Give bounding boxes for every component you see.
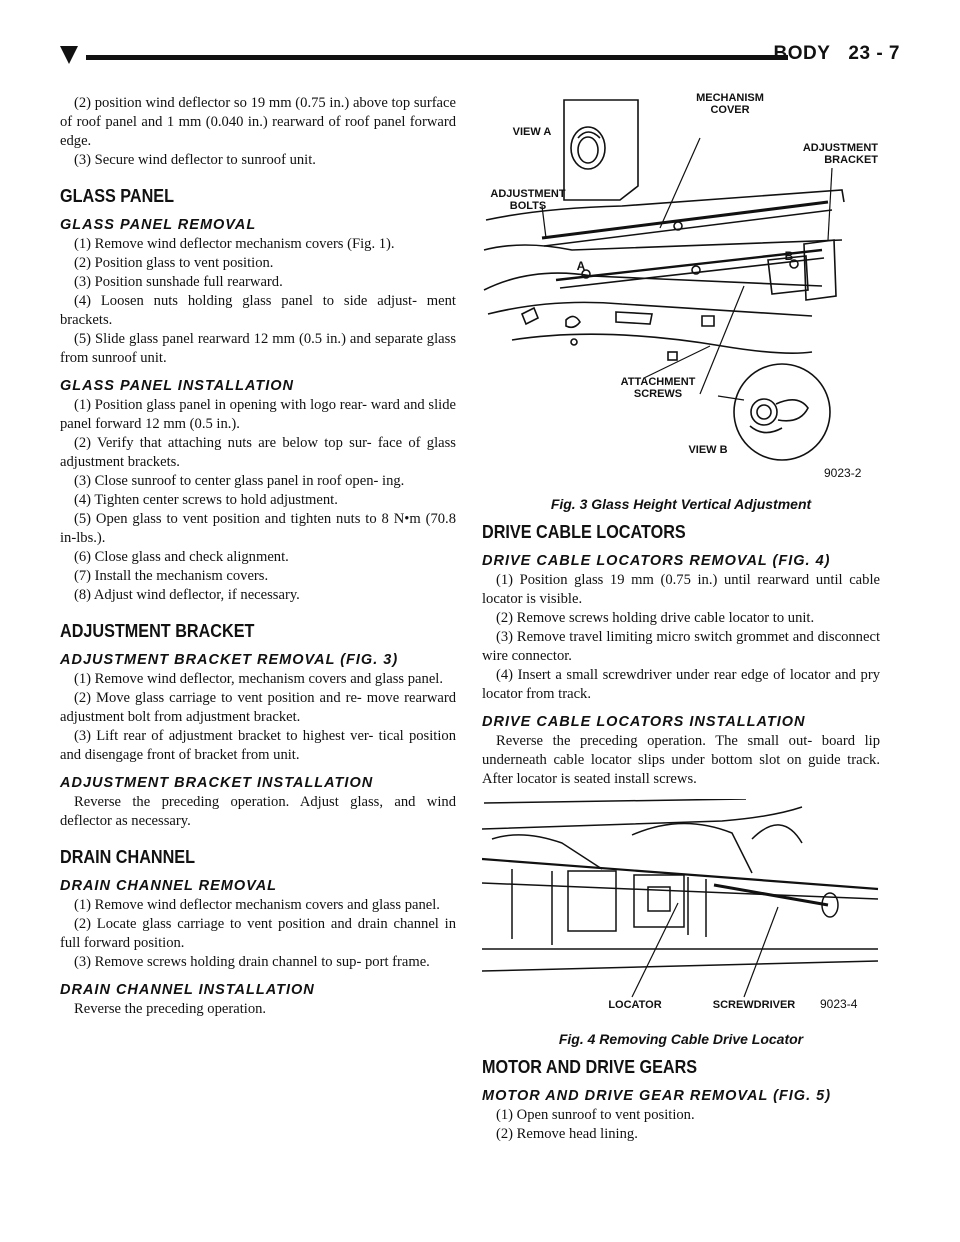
- procedure-step: (1) Remove wind deflector mechanism covers (Fig. 1).: [74, 236, 395, 252]
- label-view-b: VIEW B: [688, 444, 728, 456]
- label-screwdriver: SCREWDRIVER: [712, 999, 796, 1011]
- procedure-step: (2) Remove screws holding drive cable locator to unit.: [496, 610, 815, 626]
- figure-4-caption: Fig. 4 Removing Cable Drive Locator: [558, 1031, 804, 1047]
- figure-3-id: 9023-2: [824, 466, 862, 480]
- procedure-step: (2) Verify that attaching nuts are below top sur- face of glass adjustment brackets.: [60, 435, 456, 470]
- subheading-adjustment-bracket-removal: ADJUSTMENT BRACKET REMOVAL (FIG. 3): [60, 652, 399, 668]
- procedure-step: (5) Open glass to vent position and tighten nuts to 8 N•m (70.8 in-lbs.).: [60, 511, 456, 546]
- procedure-step: (8) Adjust wind deflector, if necessary.: [74, 587, 300, 603]
- procedure-step: (1) Position glass 19 mm (0.75 in.) until rearward until cable locator is visible.: [482, 572, 880, 607]
- header-title: [768, 43, 901, 65]
- figure-3: [482, 90, 880, 492]
- section-heading-adjustment-bracket: ADJUSTMENT BRACKET: [60, 621, 255, 641]
- procedure-step: (4) Tighten center screws to hold adjustment.: [74, 492, 338, 508]
- figure-4: [482, 799, 880, 1027]
- subheading-drain-channel-installation: DRAIN CHANNEL INSTALLATION: [60, 982, 315, 998]
- procedure-step: (7) Install the mechanism covers.: [74, 568, 269, 584]
- procedure-step: (3) Remove screws holding drain channel to sup- port frame.: [74, 954, 430, 970]
- procedure-step: (6) Close glass and check alignment.: [74, 549, 289, 565]
- section-name: BODY: [773, 43, 831, 64]
- procedure-step: (1) Position glass panel in opening with logo rear- ward and slide panel forward 12 mm (0.5 in.).: [60, 397, 456, 432]
- procedure-step: (3) Lift rear of adjustment bracket to highest ver- tical position and disengage front of bracket from unit.: [60, 728, 456, 763]
- procedure-step: (4) Insert a small screwdriver under rear edge of locator and pry locator from track.: [482, 667, 880, 702]
- section-heading-motor-drive-gears: MOTOR AND DRIVE GEARS: [482, 1057, 698, 1077]
- label-view-a: VIEW A: [512, 126, 552, 138]
- procedure-step: (1) Remove wind deflector mechanism covers and glass panel.: [74, 897, 440, 913]
- label-adjustment-bracket: ADJUSTMENT BRACKET: [802, 142, 878, 166]
- figure-3-caption: Fig. 3 Glass Height Vertical Adjustment: [550, 496, 812, 512]
- subheading-drain-channel-removal: DRAIN CHANNEL REMOVAL: [60, 878, 278, 894]
- procedure-step: (2) Position glass to vent position.: [74, 255, 274, 271]
- label-adjustment-bolts: ADJUSTMENT BOLTS: [490, 188, 566, 212]
- procedure-step: (5) Slide glass panel rearward 12 mm (0.5 in.) and separate glass from sunroof unit.: [60, 331, 456, 366]
- procedure-step: (3) Remove travel limiting micro switch grommet and disconnect wire connector.: [482, 629, 880, 664]
- subheading-motor-removal: MOTOR AND DRIVE GEAR REMOVAL (FIG. 5): [482, 1088, 832, 1104]
- procedure-text: Reverse the preceding operation.: [74, 1001, 267, 1017]
- subheading-drive-cable-removal: DRIVE CABLE LOCATORS REMOVAL (FIG. 4): [482, 553, 831, 569]
- procedure-step: (4) Loosen nuts holding glass panel to side adjust- ment brackets.: [60, 293, 456, 328]
- figure-4-id: 9023-4: [820, 997, 858, 1011]
- procedure-text: Reverse the preceding operation. The small out- board lip underneath cable locator slips under bottom slot on guide track. After locator is seated install screws.: [482, 733, 880, 787]
- label-locator: LOCATOR: [608, 999, 662, 1011]
- header-rule: [86, 55, 788, 60]
- section-heading-glass-panel: GLASS PANEL: [60, 186, 175, 206]
- page-header: [60, 40, 900, 74]
- section-heading-drive-cable-locators: DRIVE CABLE LOCATORS: [482, 522, 686, 542]
- subheading-glass-panel-removal: GLASS PANEL REMOVAL: [60, 217, 257, 233]
- procedure-step: (2) Remove head lining.: [496, 1126, 638, 1142]
- subheading-drive-cable-installation: DRIVE CABLE LOCATORS INSTALLATION: [482, 714, 806, 730]
- intro-step: (2) position wind deflector so 19 mm (0.75 in.) above top surface of roof panel and 1 mm (0.040 in.) rearward of roof panel forward edge.: [60, 95, 456, 149]
- label-attachment-screws: ATTACHMENT SCREWS: [620, 376, 696, 400]
- label-mechanism-cover: MECHANISM COVER: [696, 92, 764, 116]
- marker-a: A: [576, 259, 586, 273]
- page-number: 23 - 7: [848, 43, 900, 64]
- procedure-step: (2) Locate glass carriage to vent position and drain channel in full forward position.: [60, 916, 456, 951]
- subheading-glass-panel-installation: GLASS PANEL INSTALLATION: [60, 378, 294, 394]
- intro-step: (3) Secure wind deflector to sunroof unit.: [74, 152, 316, 168]
- subheading-adjustment-bracket-installation: ADJUSTMENT BRACKET INSTALLATION: [60, 775, 374, 791]
- procedure-step: (1) Open sunroof to vent position.: [496, 1107, 695, 1123]
- right-column: [482, 94, 880, 1144]
- figure-4-illustration: [482, 799, 880, 1027]
- procedure-step: (3) Position sunshade full rearward.: [74, 274, 283, 290]
- triangle-marker-icon: [60, 46, 78, 64]
- procedure-step: (2) Move glass carriage to vent position and re- move rearward adjustment bolt from adjustment bracket.: [60, 690, 456, 725]
- procedure-step: (1) Remove wind deflector, mechanism covers and glass panel.: [74, 671, 444, 687]
- marker-b: B: [784, 249, 794, 263]
- section-heading-drain-channel: DRAIN CHANNEL: [60, 847, 195, 867]
- procedure-text: Reverse the preceding operation. Adjust glass, and wind deflector as necessary.: [60, 794, 456, 829]
- procedure-step: (3) Close sunroof to center glass panel in roof open- ing.: [74, 473, 405, 489]
- left-column: [60, 94, 456, 1019]
